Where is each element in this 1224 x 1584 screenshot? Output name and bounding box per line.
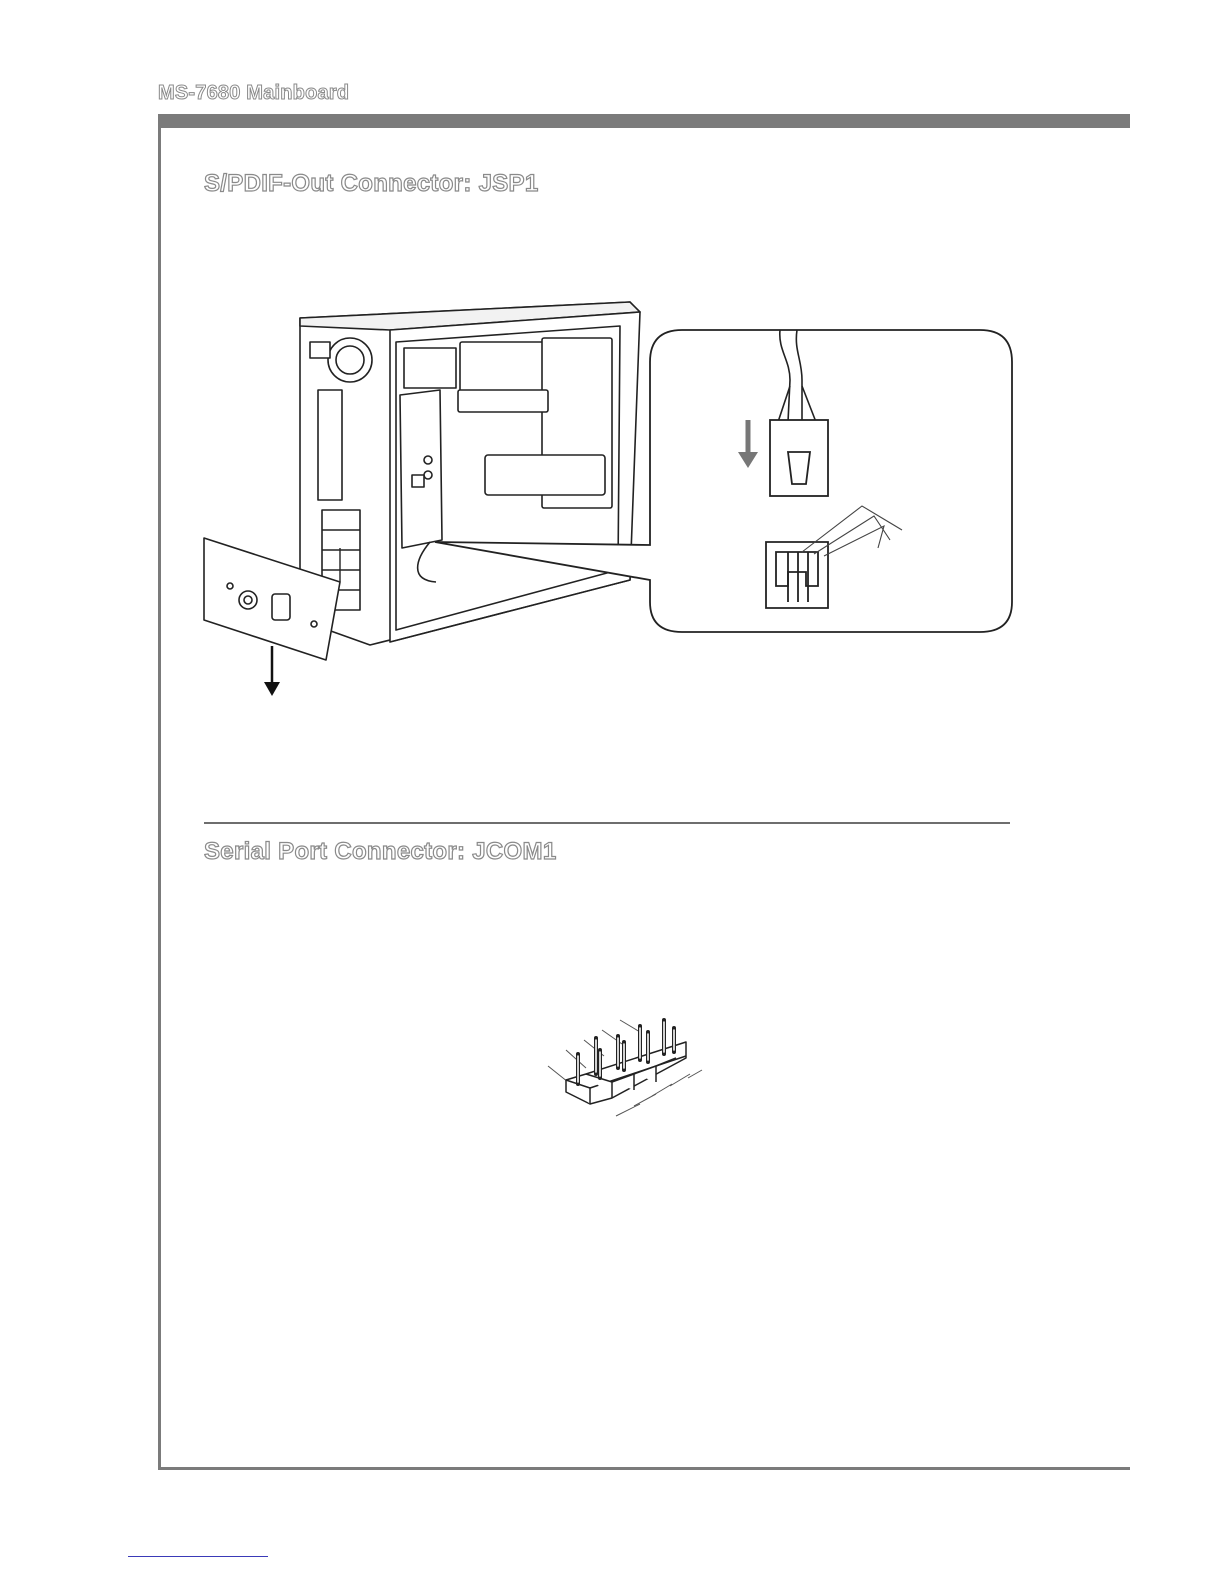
section-title-spdif: S/PDIF-Out Connector: JSP1 [204, 170, 539, 197]
spdif-case-illustration [190, 290, 1030, 710]
section-title-serial: Serial Port Connector: JCOM1 [204, 838, 557, 865]
section-divider [204, 822, 1010, 824]
footer-link-underline[interactable] [128, 1556, 268, 1557]
left-margin-rule [158, 114, 161, 1470]
header-bar [158, 114, 1130, 128]
page-header-title: MS-7680 Mainboard [158, 82, 350, 104]
bottom-rule [158, 1467, 1130, 1470]
jcom1-pin-header-illustration [540, 1012, 710, 1122]
